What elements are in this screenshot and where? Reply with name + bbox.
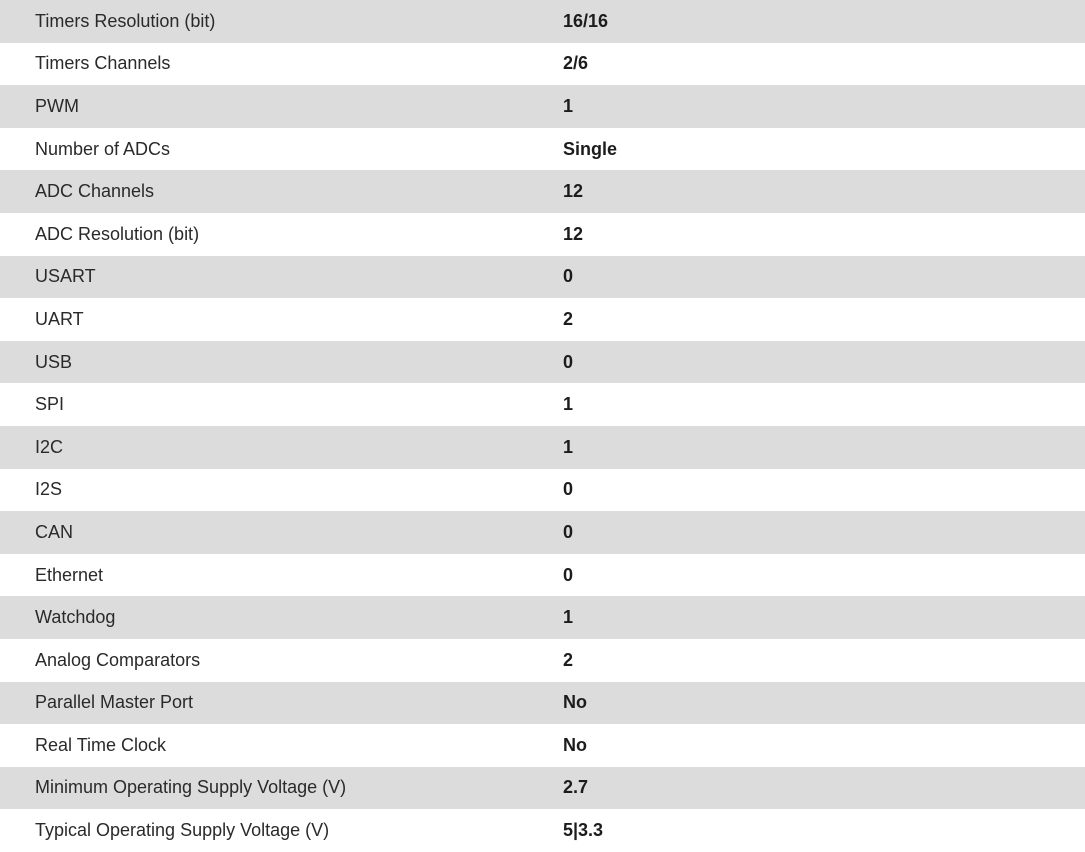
spec-label: I2C	[35, 436, 64, 457]
table-row	[0, 43, 1085, 86]
spec-label: USB	[35, 351, 73, 372]
spec-label: CAN	[35, 521, 74, 542]
spec-value: No	[563, 692, 587, 713]
table-row	[0, 809, 1085, 852]
table-row	[0, 0, 1085, 43]
spec-label: Ethernet	[35, 564, 104, 585]
spec-value: 12	[563, 223, 584, 244]
spec-label: Parallel Master Port	[35, 692, 194, 713]
spec-value: 0	[563, 564, 574, 585]
table-row	[0, 383, 1085, 426]
spec-label: ADC Resolution (bit)	[35, 223, 200, 244]
spec-value: 2	[563, 308, 574, 329]
spec-label: UART	[35, 308, 84, 329]
spec-label: Typical Operating Supply Voltage (V)	[35, 820, 330, 841]
table-row	[0, 724, 1085, 767]
spec-value: 2/6	[563, 53, 589, 74]
table-row	[0, 256, 1085, 299]
table-row	[0, 511, 1085, 554]
table-row	[0, 128, 1085, 171]
table-row	[0, 554, 1085, 597]
table-row	[0, 596, 1085, 639]
spec-label: Watchdog	[35, 607, 116, 628]
spec-value: 12	[563, 181, 584, 202]
spec-value: 2	[563, 649, 574, 670]
spec-value: 16/16	[563, 10, 609, 31]
spec-label: PWM	[35, 95, 79, 116]
spec-value: No	[563, 734, 587, 755]
spec-label: SPI	[35, 394, 65, 415]
spec-value: 1	[563, 95, 574, 116]
spec-value: 0	[563, 266, 574, 287]
table-row	[0, 170, 1085, 213]
table-row	[0, 426, 1085, 469]
table-row	[0, 341, 1085, 384]
spec-value: 5|3.3	[563, 820, 604, 841]
spec-label: USART	[35, 266, 96, 287]
table-row	[0, 469, 1085, 512]
table-row	[0, 213, 1085, 256]
table-row	[0, 298, 1085, 341]
spec-value: 0	[563, 479, 574, 500]
spec-value: 1	[563, 394, 574, 415]
spec-label: Timers Resolution (bit)	[35, 10, 216, 31]
spec-value: 0	[563, 521, 574, 542]
table-row	[0, 639, 1085, 682]
spec-label: Analog Comparators	[35, 649, 201, 670]
table-row	[0, 767, 1085, 810]
spec-label: Number of ADCs	[35, 138, 171, 159]
table-row	[0, 85, 1085, 128]
spec-label: ADC Channels	[35, 181, 155, 202]
spec-label: Real Time Clock	[35, 734, 167, 755]
spec-value: 0	[563, 351, 574, 372]
spec-label: Minimum Operating Supply Voltage (V)	[35, 777, 347, 798]
spec-value: Single	[563, 138, 618, 159]
spec-label: Timers Channels	[35, 53, 171, 74]
spec-value: 1	[563, 607, 574, 628]
spec-value: 1	[563, 436, 574, 457]
table-row	[0, 682, 1085, 725]
spec-label: I2S	[35, 479, 63, 500]
spec-value: 2.7	[563, 777, 589, 798]
